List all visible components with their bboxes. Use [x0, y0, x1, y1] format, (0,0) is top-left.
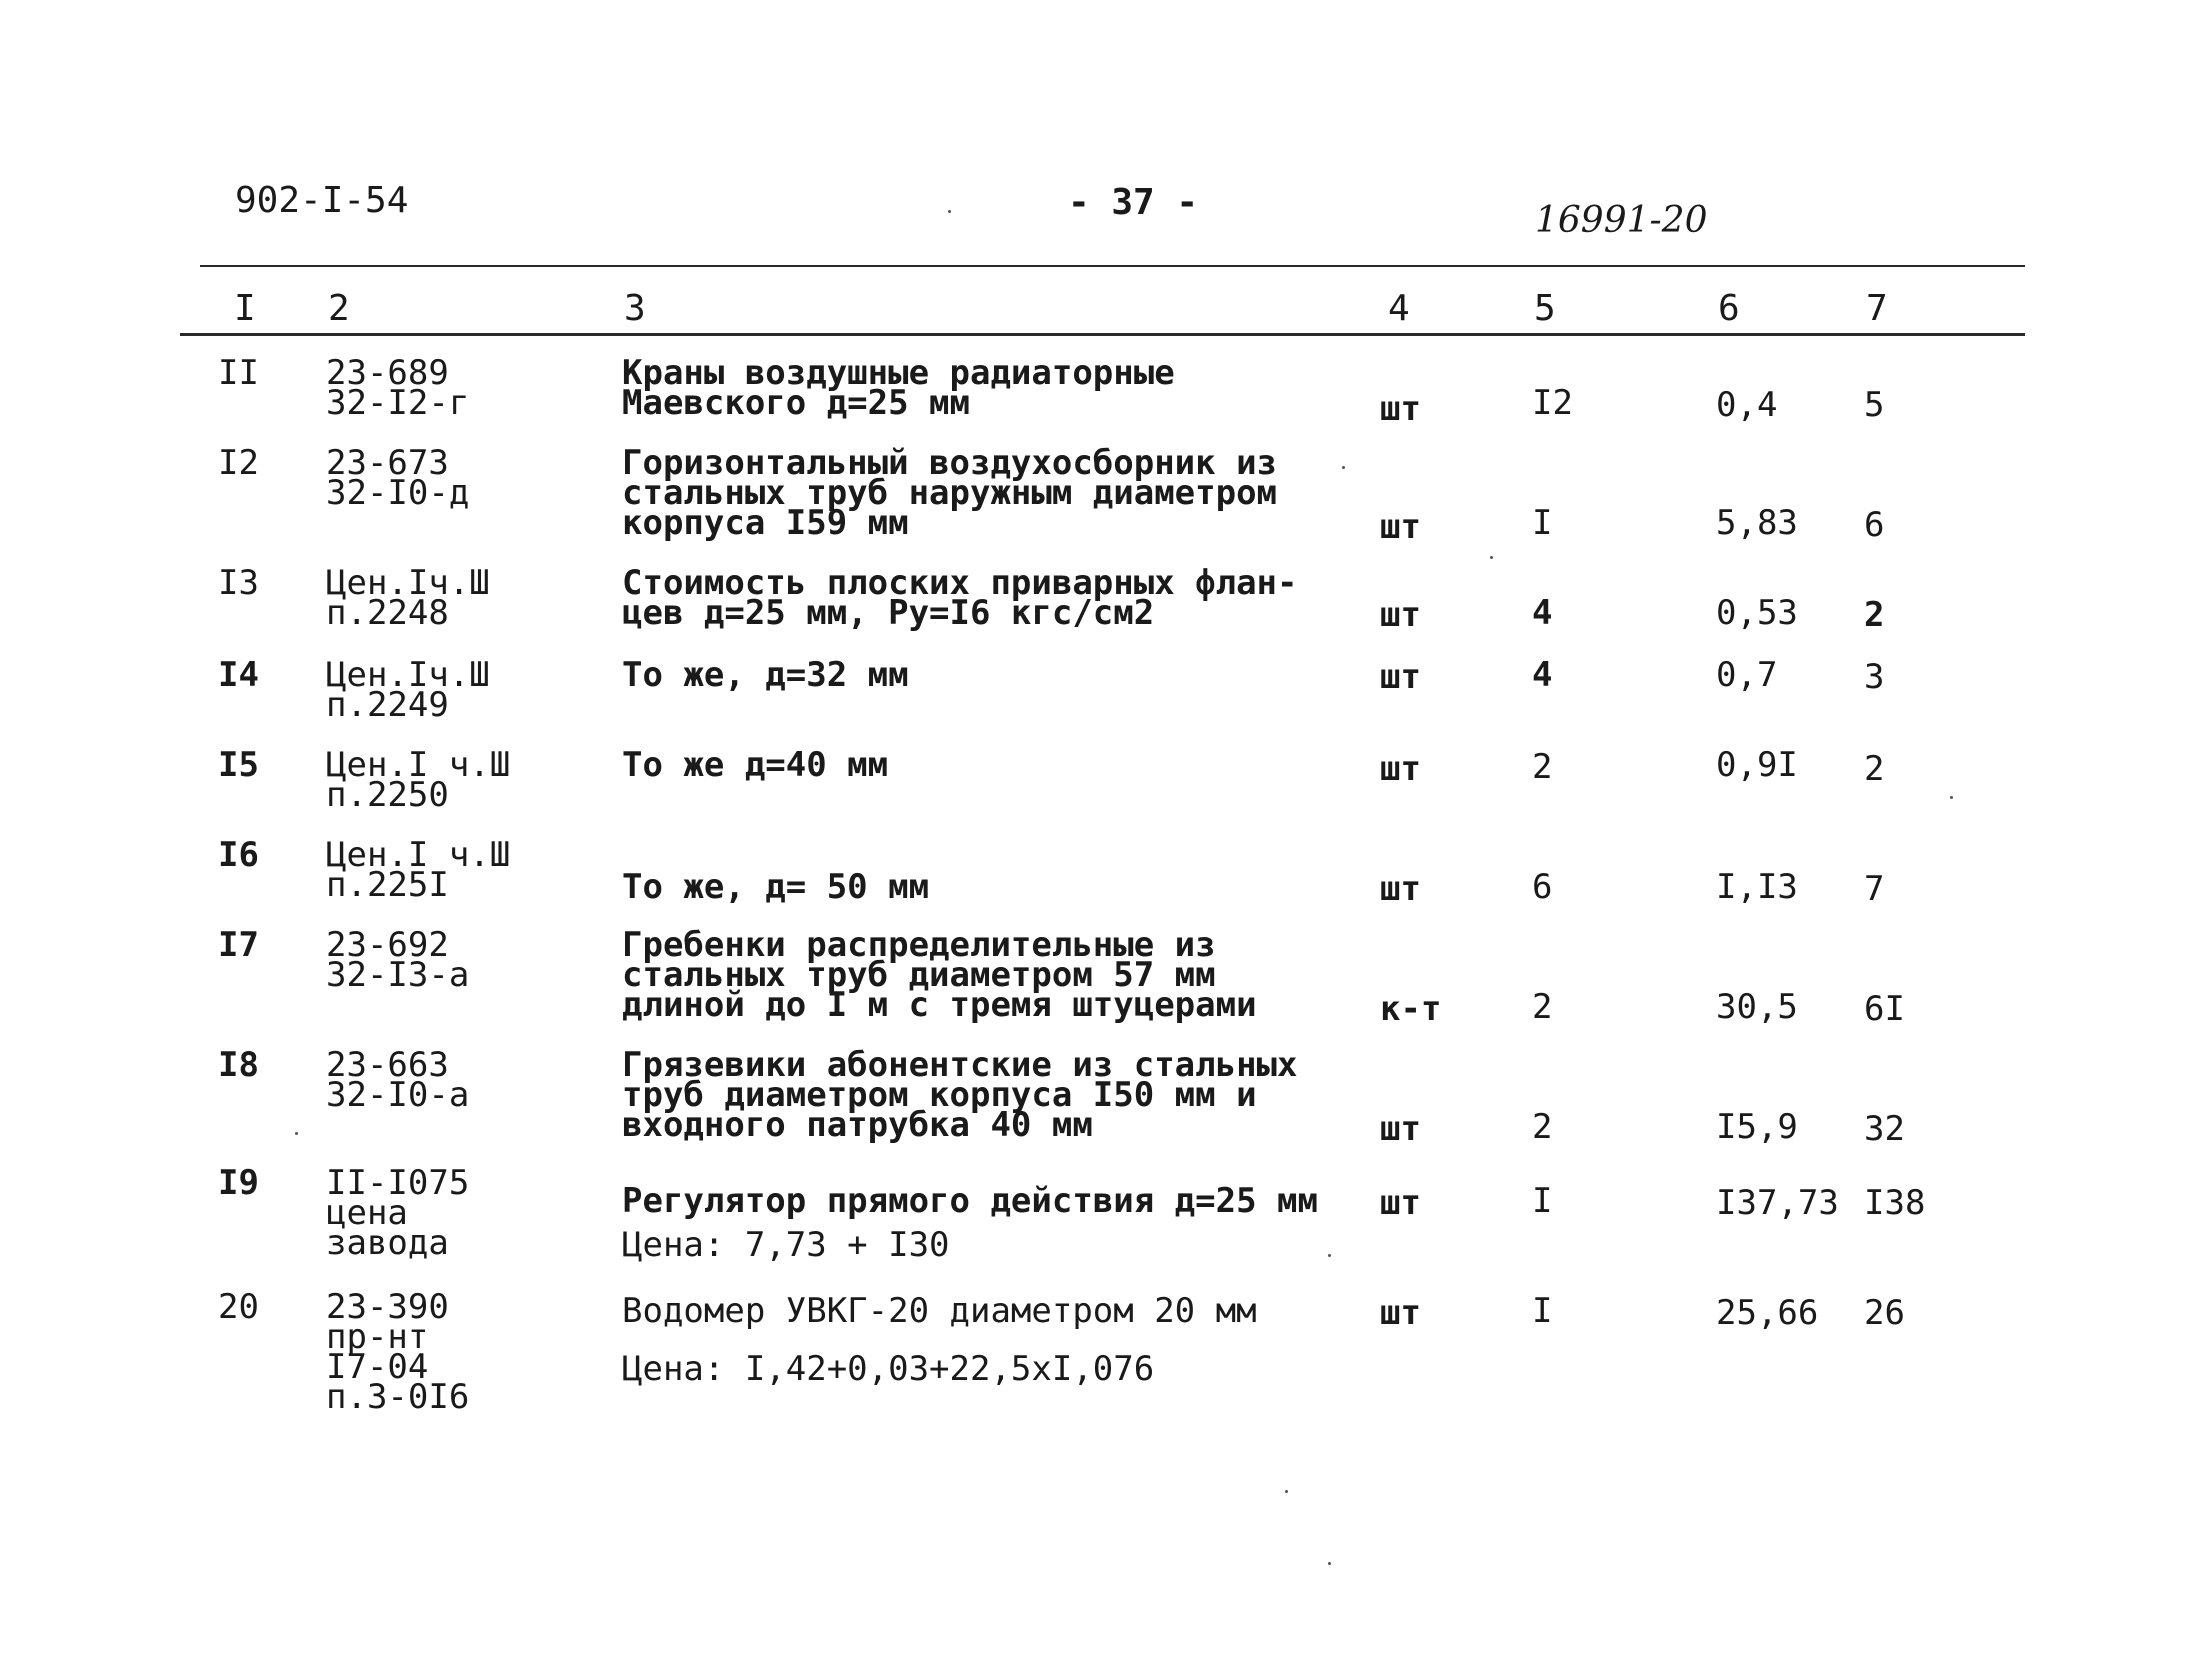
document-code: 902-I-54: [235, 180, 409, 221]
rate-code: 23-663 32-I0-а: [326, 1045, 470, 1115]
scan-speck: [1285, 1490, 1288, 1493]
quantity: I: [1532, 1291, 1553, 1331]
rate-code: Цен.I ч.Ш п.2250: [326, 745, 511, 815]
total: I38: [1864, 1183, 1926, 1223]
scan-speck: [1328, 1254, 1331, 1257]
scan-speck: [948, 210, 951, 213]
item-description: Стоимость плоских приварных флан- цев д=25 мм, Ру=I6 кгс/см2: [622, 563, 1298, 633]
column-header-6: 6: [1718, 288, 1740, 329]
scan-speck: [295, 1132, 298, 1135]
unit-price: 30,5: [1716, 987, 1798, 1027]
quantity: 2: [1532, 987, 1553, 1027]
scan-speck: [1490, 556, 1493, 559]
total: 3: [1864, 657, 1885, 697]
row-number: I3: [218, 563, 259, 603]
item-description: Краны воздушные радиаторные Маевского д=25 мм: [622, 353, 1175, 423]
quantity: 2: [1532, 1107, 1553, 1147]
scan-speck: [1950, 796, 1953, 799]
unit-price: 5,83: [1716, 503, 1798, 543]
scan-speck: [1342, 466, 1345, 469]
header-rule: [180, 333, 2025, 336]
top-rule: [200, 265, 2025, 267]
total: 2: [1864, 749, 1885, 789]
item-description: Грязевики абонентские из стальных труб диаметром корпуса I50 мм и входного патрубка 40 мм: [622, 1045, 1298, 1145]
quantity: I: [1532, 503, 1553, 543]
quantity: 4: [1532, 593, 1553, 633]
row-number: I6: [218, 835, 259, 875]
quantity: 4: [1532, 655, 1553, 695]
quantity: 2: [1532, 747, 1553, 787]
row-number: II: [218, 353, 259, 393]
row-number: I2: [218, 443, 259, 483]
unit: шт: [1380, 749, 1421, 789]
item-description: То же, д=32 мм: [622, 655, 909, 695]
row-number: I7: [218, 925, 259, 965]
page-number: - 37 -: [1068, 182, 1199, 223]
total: 26: [1864, 1293, 1905, 1333]
unit-price: I5,9: [1716, 1107, 1798, 1147]
price-note: Цена: 7,73 + I30: [622, 1225, 950, 1265]
column-header-7: 7: [1866, 288, 1888, 329]
item-description: То же д=40 мм: [622, 745, 889, 785]
unit: шт: [1380, 869, 1421, 909]
unit-price: 25,66: [1716, 1293, 1819, 1333]
unit-price: 0,7: [1716, 655, 1778, 695]
unit: шт: [1380, 1109, 1421, 1149]
total: 32: [1864, 1109, 1905, 1149]
archive-number: 16991-20: [1535, 200, 1708, 241]
quantity: I: [1532, 1181, 1553, 1221]
unit: к-т: [1380, 989, 1442, 1029]
unit: шт: [1380, 595, 1421, 635]
item-description: То же, д= 50 мм: [622, 867, 930, 907]
item-description: Горизонтальный воздухосборник из стальных труб наружным диаметром корпуса I59 мм: [622, 443, 1278, 543]
total: 5: [1864, 385, 1885, 425]
quantity: I2: [1532, 383, 1573, 423]
unit: шт: [1380, 657, 1421, 697]
column-header-3: 3: [624, 288, 646, 329]
quantity: 6: [1532, 867, 1553, 907]
rate-code: II-I075 цена завода: [326, 1163, 470, 1263]
row-number: I4: [218, 655, 259, 695]
rate-code: Цен.I ч.Ш п.225I: [326, 835, 511, 905]
rate-code: Цен.Iч.Ш п.2249: [326, 655, 490, 725]
row-number: I5: [218, 745, 259, 785]
unit-price: I37,73: [1716, 1183, 1839, 1223]
scan-speck: [1328, 1562, 1331, 1565]
total: 2: [1864, 595, 1885, 635]
rate-code: 23-390 пр-нт I7-04 п.3-0I6: [326, 1287, 470, 1417]
unit-price: I,I3: [1716, 867, 1798, 907]
rate-code: 23-692 32-I3-а: [326, 925, 470, 995]
item-description: Водомер УВКГ-20 диаметром 20 мм: [622, 1291, 1257, 1331]
rate-code: Цен.Iч.Ш п.2248: [326, 563, 490, 633]
total: 6: [1864, 505, 1885, 545]
column-header-1: I: [234, 288, 256, 329]
price-note: Цена: I,42+0,03+22,5хI,076: [622, 1349, 1155, 1389]
column-header-4: 4: [1388, 288, 1410, 329]
row-number: 20: [218, 1287, 259, 1327]
unit-price: 0,53: [1716, 593, 1798, 633]
total: 7: [1864, 869, 1885, 909]
unit: шт: [1380, 1183, 1421, 1223]
unit: шт: [1380, 389, 1421, 429]
rate-code: 23-689 32-I2-г: [326, 353, 470, 423]
item-description: Гребенки распределительные из стальных труб диаметром 57 мм длиной до I м с тремя штуцерами: [622, 925, 1257, 1025]
row-number: I9: [218, 1163, 259, 1203]
column-header-2: 2: [328, 288, 350, 329]
unit-price: 0,4: [1716, 385, 1778, 425]
unit: шт: [1380, 1293, 1421, 1333]
column-header-5: 5: [1534, 288, 1556, 329]
row-number: I8: [218, 1045, 259, 1085]
item-description: Регулятор прямого действия д=25 мм: [622, 1181, 1318, 1221]
total: 6I: [1864, 989, 1905, 1029]
unit: шт: [1380, 507, 1421, 547]
unit-price: 0,9I: [1716, 745, 1798, 785]
rate-code: 23-673 32-I0-д: [326, 443, 470, 513]
